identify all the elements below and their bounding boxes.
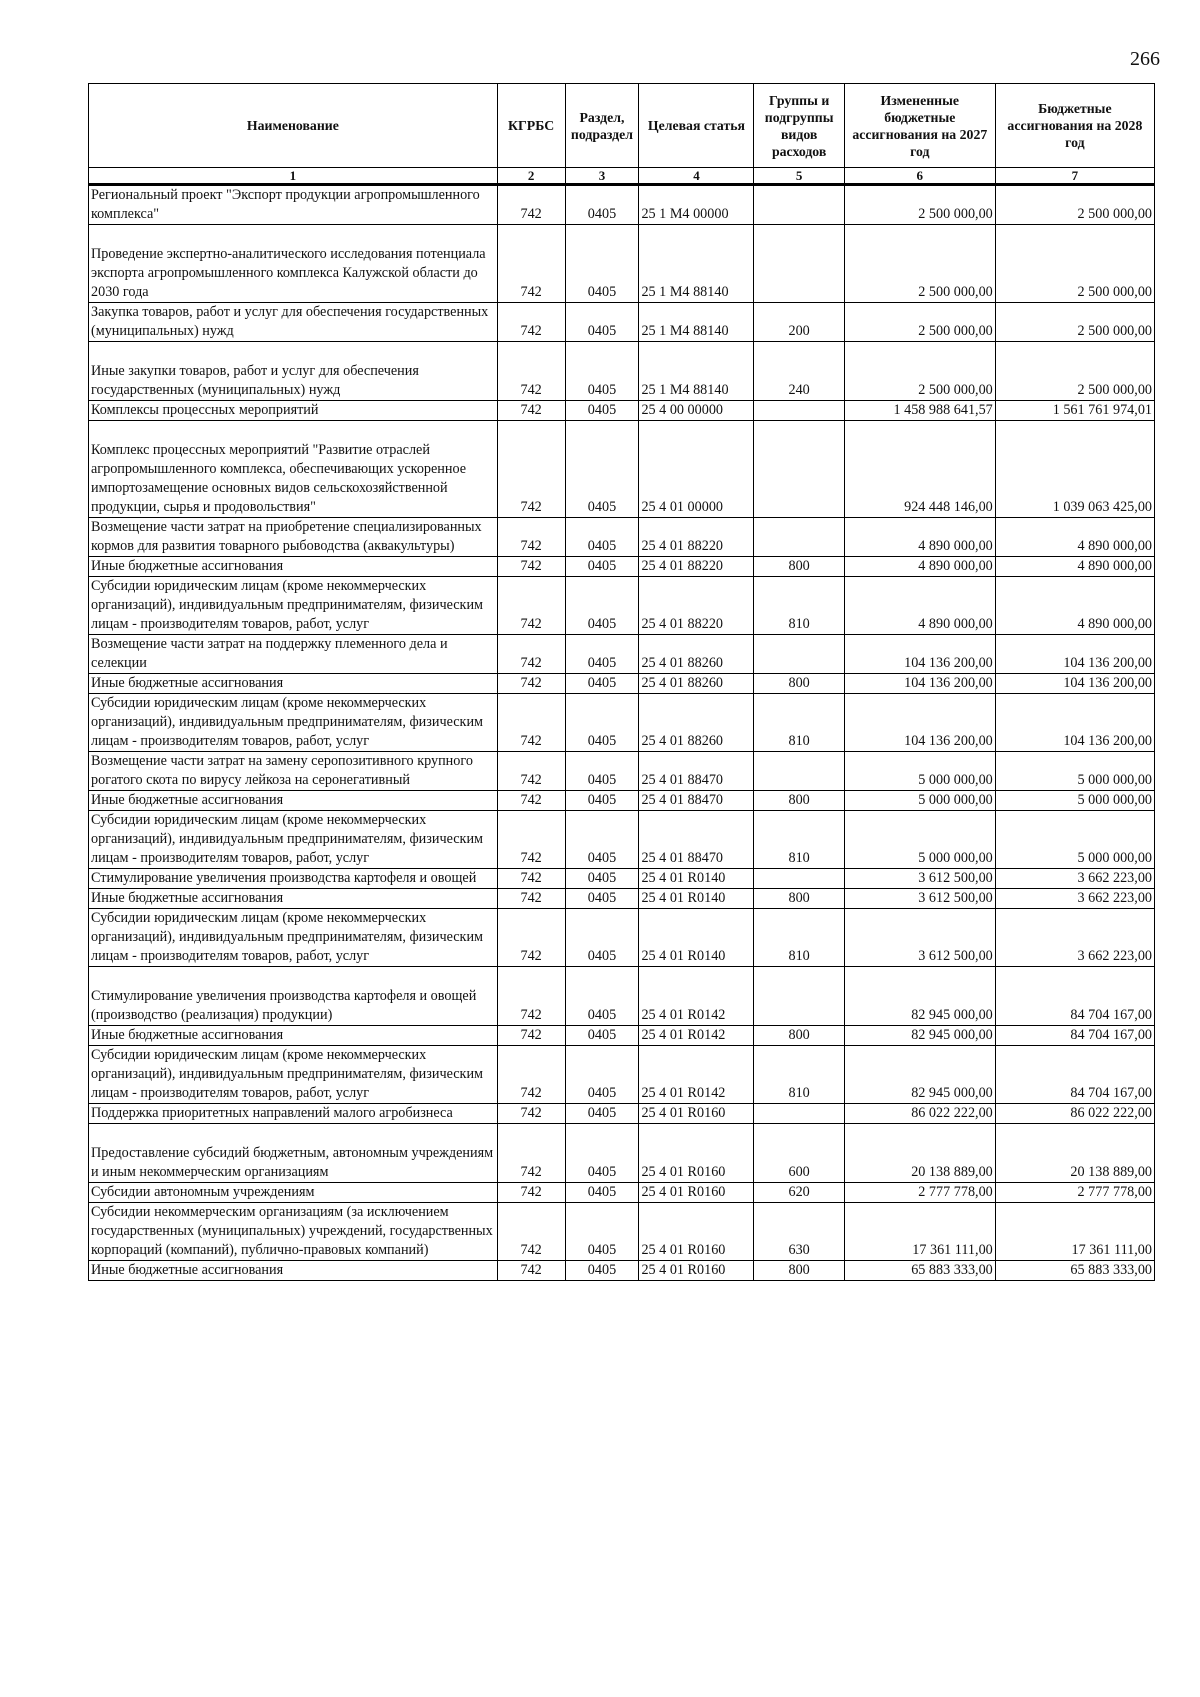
row-amount-2027: 4 890 000,00 <box>844 577 995 635</box>
row-group <box>754 518 844 557</box>
row-amount-2027: 82 945 000,00 <box>844 1046 995 1104</box>
row-target: 25 4 01 R0160 <box>639 1104 754 1124</box>
row-kgrbs: 742 <box>497 967 565 1026</box>
row-name: Иные бюджетные ассигнования <box>89 674 498 694</box>
row-amount-2028: 1 039 063 425,00 <box>995 421 1154 518</box>
row-amount-2027: 924 448 146,00 <box>844 421 995 518</box>
table-row <box>89 752 1155 791</box>
row-amount-2028: 86 022 222,00 <box>995 1104 1154 1124</box>
row-section: 0405 <box>565 225 639 303</box>
row-target: 25 1 M4 00000 <box>639 185 754 225</box>
row-section: 0405 <box>565 791 639 811</box>
row-name: Региональный проект "Экспорт продукции агропромышленного комплекса" <box>89 185 498 225</box>
row-group: 810 <box>754 909 844 967</box>
row-name: Иные закупки товаров, работ и услуг для обеспечения государственных (муниципальных) нужд <box>89 342 498 401</box>
row-name: Стимулирование увеличения производства картофеля и овощей (производство (реализация) продукции) <box>89 967 498 1026</box>
row-amount-2028: 84 704 167,00 <box>995 1046 1154 1104</box>
row-amount-2027: 104 136 200,00 <box>844 674 995 694</box>
table-row <box>89 518 1155 557</box>
row-name: Комплекс процессных мероприятий "Развитие отраслей агропромышленного комплекса, обеспечивающих ускоренное импортозамещение основных видов сельскохозяйственной продукции, сырья и продовольствия" <box>89 421 498 518</box>
column-numbers-row <box>89 168 1155 185</box>
row-target: 25 4 01 88470 <box>639 791 754 811</box>
row-kgrbs: 742 <box>497 889 565 909</box>
table-row <box>89 674 1155 694</box>
row-target: 25 4 01 88260 <box>639 674 754 694</box>
row-target: 25 1 M4 88140 <box>639 342 754 401</box>
row-amount-2028: 84 704 167,00 <box>995 1026 1154 1046</box>
row-kgrbs: 742 <box>497 811 565 869</box>
row-group: 810 <box>754 577 844 635</box>
row-amount-2027: 2 500 000,00 <box>844 342 995 401</box>
row-kgrbs: 742 <box>497 185 565 225</box>
table-row <box>89 1203 1155 1261</box>
row-group <box>754 1104 844 1124</box>
row-kgrbs: 742 <box>497 791 565 811</box>
row-group: 800 <box>754 674 844 694</box>
row-target: 25 4 01 R0140 <box>639 909 754 967</box>
row-section: 0405 <box>565 1046 639 1104</box>
row-section: 0405 <box>565 1183 639 1203</box>
table-row <box>89 967 1155 1026</box>
row-group: 800 <box>754 889 844 909</box>
row-target: 25 4 01 88470 <box>639 752 754 791</box>
row-section: 0405 <box>565 674 639 694</box>
row-amount-2027: 104 136 200,00 <box>844 635 995 674</box>
table-row <box>89 909 1155 967</box>
table-row <box>89 401 1155 421</box>
row-amount-2027: 104 136 200,00 <box>844 694 995 752</box>
row-kgrbs: 742 <box>497 1046 565 1104</box>
row-kgrbs: 742 <box>497 401 565 421</box>
row-section: 0405 <box>565 577 639 635</box>
row-amount-2028: 3 662 223,00 <box>995 869 1154 889</box>
row-name: Субсидии некоммерческим организациям (за исключением государственных (муниципальных) учреждений, государственных корпораций (компаний), публично-правовых компаний) <box>89 1203 498 1261</box>
row-target: 25 4 01 R0140 <box>639 869 754 889</box>
row-group <box>754 752 844 791</box>
header-amount-2028: Бюджетные ассигнования на 2028 год <box>995 84 1154 168</box>
row-amount-2027: 5 000 000,00 <box>844 791 995 811</box>
row-group: 810 <box>754 1046 844 1104</box>
row-section: 0405 <box>565 342 639 401</box>
row-amount-2027: 3 612 500,00 <box>844 909 995 967</box>
row-section: 0405 <box>565 557 639 577</box>
row-group <box>754 869 844 889</box>
row-name: Поддержка приоритетных направлений малого агробизнеса <box>89 1104 498 1124</box>
row-amount-2028: 2 500 000,00 <box>995 342 1154 401</box>
row-amount-2028: 104 136 200,00 <box>995 674 1154 694</box>
row-section: 0405 <box>565 694 639 752</box>
row-amount-2027: 82 945 000,00 <box>844 967 995 1026</box>
row-kgrbs: 742 <box>497 694 565 752</box>
table-row <box>89 303 1155 342</box>
table-row <box>89 185 1155 225</box>
row-amount-2028: 4 890 000,00 <box>995 557 1154 577</box>
row-amount-2028: 2 777 778,00 <box>995 1183 1154 1203</box>
table-row <box>89 694 1155 752</box>
table-row <box>89 1104 1155 1124</box>
row-target: 25 4 01 R0160 <box>639 1124 754 1183</box>
row-amount-2027: 5 000 000,00 <box>844 752 995 791</box>
row-amount-2027: 2 500 000,00 <box>844 225 995 303</box>
table-row <box>89 342 1155 401</box>
table-row <box>89 1124 1155 1183</box>
column-number: 3 <box>565 168 639 185</box>
row-section: 0405 <box>565 421 639 518</box>
row-kgrbs: 742 <box>497 752 565 791</box>
row-section: 0405 <box>565 869 639 889</box>
row-section: 0405 <box>565 1261 639 1281</box>
table-row <box>89 1026 1155 1046</box>
row-group: 810 <box>754 811 844 869</box>
row-section: 0405 <box>565 811 639 869</box>
row-section: 0405 <box>565 909 639 967</box>
row-group: 600 <box>754 1124 844 1183</box>
table-row <box>89 225 1155 303</box>
table-row <box>89 889 1155 909</box>
row-section: 0405 <box>565 889 639 909</box>
row-section: 0405 <box>565 1026 639 1046</box>
row-section: 0405 <box>565 303 639 342</box>
row-kgrbs: 742 <box>497 421 565 518</box>
row-target: 25 4 01 88220 <box>639 518 754 557</box>
row-target: 25 4 01 88220 <box>639 557 754 577</box>
row-name: Возмещение части затрат на поддержку племенного дела и селекции <box>89 635 498 674</box>
row-kgrbs: 742 <box>497 674 565 694</box>
row-amount-2028: 5 000 000,00 <box>995 752 1154 791</box>
row-name: Субсидии автономным учреждениям <box>89 1183 498 1203</box>
row-amount-2027: 2 500 000,00 <box>844 303 995 342</box>
header-groups: Группы и подгруппы видов расходов <box>754 84 844 168</box>
row-amount-2027: 65 883 333,00 <box>844 1261 995 1281</box>
header-section: Раздел, подраздел <box>565 84 639 168</box>
row-kgrbs: 742 <box>497 518 565 557</box>
row-name: Стимулирование увеличения производства картофеля и овощей <box>89 869 498 889</box>
row-amount-2028: 104 136 200,00 <box>995 635 1154 674</box>
table-row <box>89 1261 1155 1281</box>
row-amount-2028: 1 561 761 974,01 <box>995 401 1154 421</box>
row-kgrbs: 742 <box>497 869 565 889</box>
row-amount-2027: 3 612 500,00 <box>844 869 995 889</box>
row-amount-2027: 1 458 988 641,57 <box>844 401 995 421</box>
row-amount-2027: 86 022 222,00 <box>844 1104 995 1124</box>
row-target: 25 4 01 88260 <box>639 694 754 752</box>
row-section: 0405 <box>565 401 639 421</box>
row-target: 25 4 01 R0142 <box>639 967 754 1026</box>
table-row <box>89 1046 1155 1104</box>
row-kgrbs: 742 <box>497 557 565 577</box>
row-amount-2027: 5 000 000,00 <box>844 811 995 869</box>
column-number: 2 <box>497 168 565 185</box>
row-target: 25 4 01 00000 <box>639 421 754 518</box>
row-amount-2028: 5 000 000,00 <box>995 791 1154 811</box>
row-amount-2028: 84 704 167,00 <box>995 967 1154 1026</box>
row-amount-2028: 3 662 223,00 <box>995 909 1154 967</box>
row-target: 25 4 01 R0160 <box>639 1183 754 1203</box>
header-name: Наименование <box>89 84 498 168</box>
row-group <box>754 967 844 1026</box>
row-name: Возмещение части затрат на приобретение специализированных кормов для развития товарного рыбоводства (аквакультуры) <box>89 518 498 557</box>
column-number: 5 <box>754 168 844 185</box>
row-name: Иные бюджетные ассигнования <box>89 557 498 577</box>
row-kgrbs: 742 <box>497 635 565 674</box>
row-group: 240 <box>754 342 844 401</box>
row-kgrbs: 742 <box>497 342 565 401</box>
row-amount-2028: 4 890 000,00 <box>995 518 1154 557</box>
row-amount-2028: 20 138 889,00 <box>995 1124 1154 1183</box>
row-target: 25 1 M4 88140 <box>639 303 754 342</box>
table-body <box>89 185 1155 1281</box>
row-amount-2027: 2 777 778,00 <box>844 1183 995 1203</box>
row-group: 800 <box>754 1261 844 1281</box>
row-target: 25 4 01 R0142 <box>639 1026 754 1046</box>
row-target: 25 4 01 R0160 <box>639 1203 754 1261</box>
row-kgrbs: 742 <box>497 577 565 635</box>
page-number: 266 <box>1130 48 1160 70</box>
row-group <box>754 225 844 303</box>
row-section: 0405 <box>565 1124 639 1183</box>
row-section: 0405 <box>565 967 639 1026</box>
row-group: 800 <box>754 1026 844 1046</box>
row-target: 25 1 M4 88140 <box>639 225 754 303</box>
row-amount-2027: 82 945 000,00 <box>844 1026 995 1046</box>
row-amount-2028: 17 361 111,00 <box>995 1203 1154 1261</box>
table-row <box>89 811 1155 869</box>
row-kgrbs: 742 <box>497 1026 565 1046</box>
row-group: 800 <box>754 557 844 577</box>
row-name: Субсидии юридическим лицам (кроме некоммерческих организаций), индивидуальным предпринимателям, физическим лицам - производителям товаров, работ, услуг <box>89 1046 498 1104</box>
table-row <box>89 1183 1155 1203</box>
row-section: 0405 <box>565 1203 639 1261</box>
row-name: Закупка товаров, работ и услуг для обеспечения государственных (муниципальных) нужд <box>89 303 498 342</box>
row-name: Предоставление субсидий бюджетным, автономным учреждениям и иным некоммерческим организациям <box>89 1124 498 1183</box>
row-group <box>754 185 844 225</box>
header-amount-2027: Измененные бюджетные ассигнования на 2027 год <box>844 84 995 168</box>
row-section: 0405 <box>565 1104 639 1124</box>
row-target: 25 4 01 88470 <box>639 811 754 869</box>
row-target: 25 4 01 R0160 <box>639 1261 754 1281</box>
row-group <box>754 635 844 674</box>
row-section: 0405 <box>565 518 639 557</box>
row-amount-2028: 2 500 000,00 <box>995 303 1154 342</box>
row-group: 800 <box>754 791 844 811</box>
budget-table <box>88 83 1155 1281</box>
row-name: Субсидии юридическим лицам (кроме некоммерческих организаций), индивидуальным предпринимателям, физическим лицам - производителям товаров, работ, услуг <box>89 694 498 752</box>
row-name: Субсидии юридическим лицам (кроме некоммерческих организаций), индивидуальным предпринимателям, физическим лицам - производителям товаров, работ, услуг <box>89 909 498 967</box>
row-name: Иные бюджетные ассигнования <box>89 889 498 909</box>
row-name: Субсидии юридическим лицам (кроме некоммерческих организаций), индивидуальным предпринимателям, физическим лицам - производителям товаров, работ, услуг <box>89 811 498 869</box>
row-kgrbs: 742 <box>497 1104 565 1124</box>
row-section: 0405 <box>565 635 639 674</box>
row-amount-2028: 104 136 200,00 <box>995 694 1154 752</box>
row-amount-2027: 17 361 111,00 <box>844 1203 995 1261</box>
row-name: Иные бюджетные ассигнования <box>89 1026 498 1046</box>
row-target: 25 4 01 88260 <box>639 635 754 674</box>
row-target: 25 4 01 R0140 <box>639 889 754 909</box>
row-target: 25 4 01 R0142 <box>639 1046 754 1104</box>
row-kgrbs: 742 <box>497 1203 565 1261</box>
row-amount-2028: 65 883 333,00 <box>995 1261 1154 1281</box>
row-name: Возмещение части затрат на замену серопозитивного крупного рогатого скота по вирусу лейкоза на серонегативный <box>89 752 498 791</box>
row-amount-2027: 4 890 000,00 <box>844 557 995 577</box>
row-target: 25 4 00 00000 <box>639 401 754 421</box>
row-group: 630 <box>754 1203 844 1261</box>
row-group: 810 <box>754 694 844 752</box>
row-amount-2027: 3 612 500,00 <box>844 889 995 909</box>
row-amount-2028: 4 890 000,00 <box>995 577 1154 635</box>
row-amount-2028: 2 500 000,00 <box>995 225 1154 303</box>
row-amount-2028: 5 000 000,00 <box>995 811 1154 869</box>
row-kgrbs: 742 <box>497 1261 565 1281</box>
row-amount-2027: 20 138 889,00 <box>844 1124 995 1183</box>
column-number: 1 <box>89 168 498 185</box>
row-group <box>754 421 844 518</box>
row-amount-2027: 2 500 000,00 <box>844 185 995 225</box>
row-target: 25 4 01 88220 <box>639 577 754 635</box>
table-row <box>89 791 1155 811</box>
row-name: Комплексы процессных мероприятий <box>89 401 498 421</box>
table-row <box>89 557 1155 577</box>
row-kgrbs: 742 <box>497 1124 565 1183</box>
row-amount-2028: 2 500 000,00 <box>995 185 1154 225</box>
table-row <box>89 635 1155 674</box>
header-kgrbs: КГРБС <box>497 84 565 168</box>
row-kgrbs: 742 <box>497 909 565 967</box>
row-amount-2028: 3 662 223,00 <box>995 889 1154 909</box>
column-number: 6 <box>844 168 995 185</box>
row-section: 0405 <box>565 752 639 791</box>
row-kgrbs: 742 <box>497 303 565 342</box>
table-row <box>89 421 1155 518</box>
row-name: Субсидии юридическим лицам (кроме некоммерческих организаций), индивидуальным предпринимателям, физическим лицам - производителям товаров, работ, услуг <box>89 577 498 635</box>
column-number: 4 <box>639 168 754 185</box>
row-section: 0405 <box>565 185 639 225</box>
row-kgrbs: 742 <box>497 225 565 303</box>
row-name: Иные бюджетные ассигнования <box>89 1261 498 1281</box>
row-group: 200 <box>754 303 844 342</box>
header-target: Целевая статья <box>639 84 754 168</box>
row-name: Иные бюджетные ассигнования <box>89 791 498 811</box>
column-number: 7 <box>995 168 1154 185</box>
row-group <box>754 401 844 421</box>
row-amount-2027: 4 890 000,00 <box>844 518 995 557</box>
row-name: Проведение экспертно-аналитического исследования потенциала экспорта агропромышленного комплекса Калужской области до 2030 года <box>89 225 498 303</box>
table-row <box>89 577 1155 635</box>
table-row <box>89 869 1155 889</box>
row-group: 620 <box>754 1183 844 1203</box>
row-kgrbs: 742 <box>497 1183 565 1203</box>
